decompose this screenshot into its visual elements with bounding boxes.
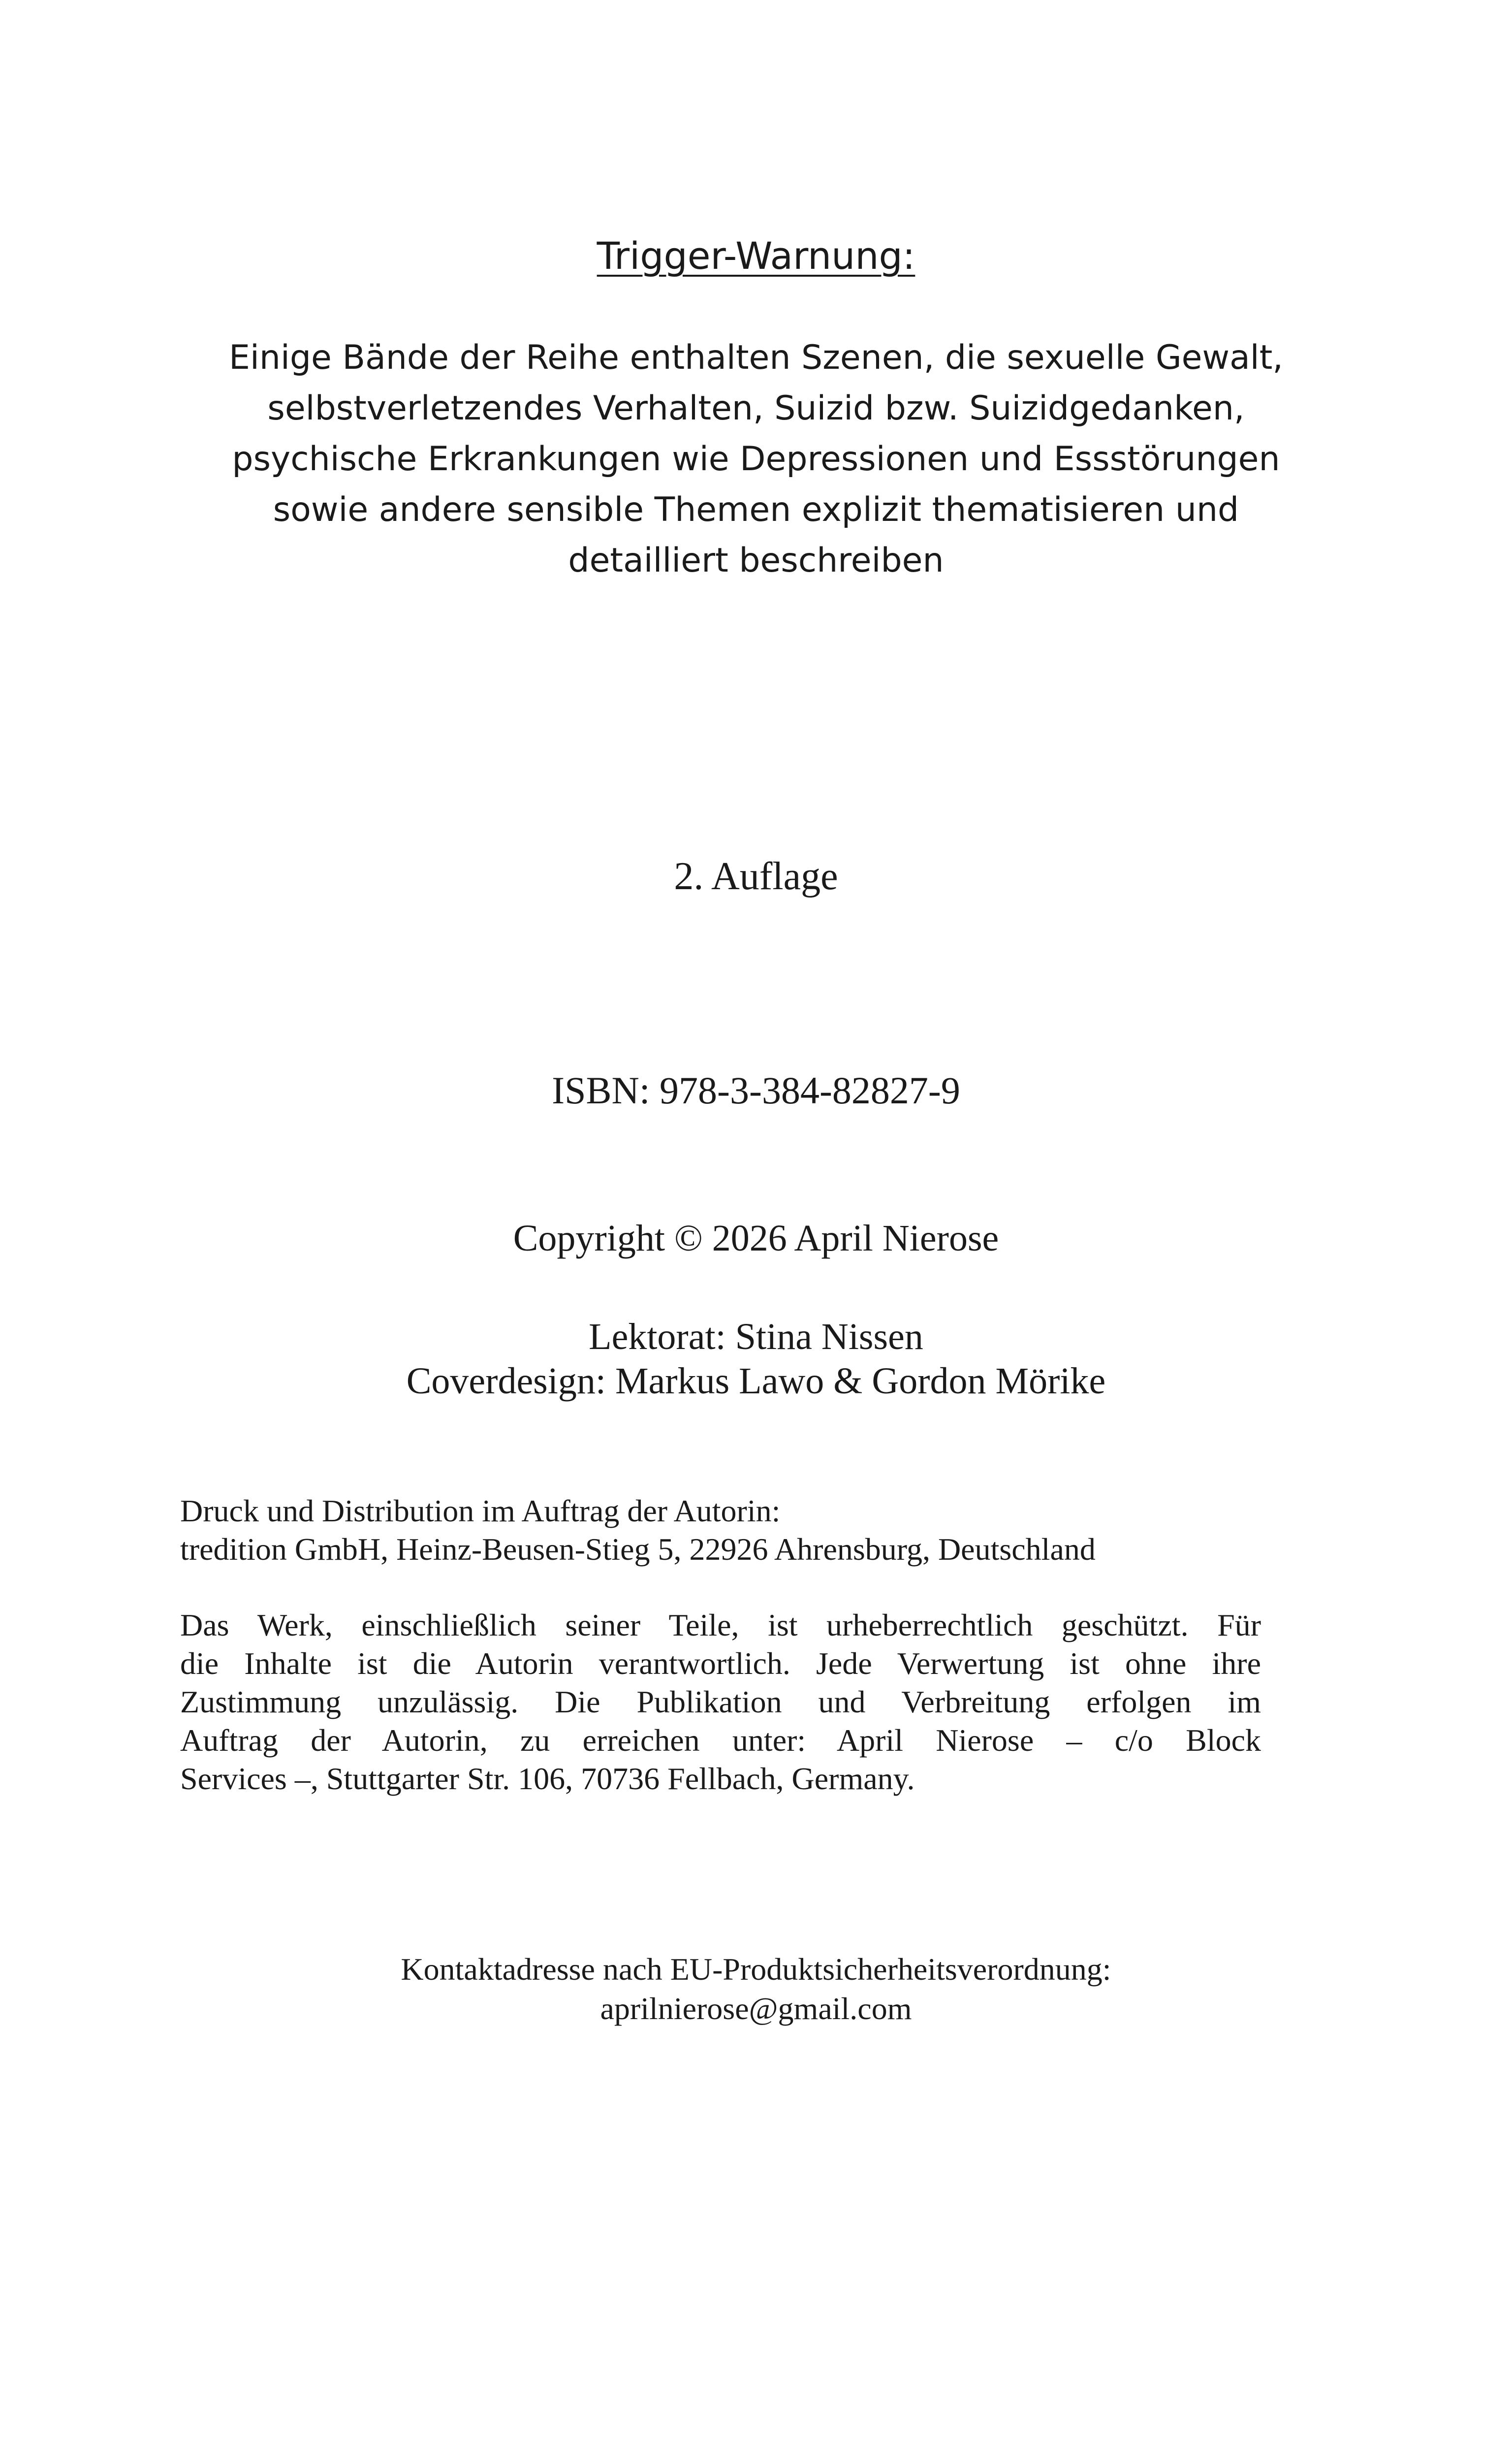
- edition-label: 2. Auflage: [674, 855, 838, 898]
- trigger-warning-text: [148, 332, 1364, 586]
- editing-credit: Lektorat: Stina Nissen: [589, 1316, 923, 1357]
- legal-notice-line: Auftrag der Autorin, zu erreichen unter: April Nierose – c/o Block: [180, 1723, 1261, 1758]
- trigger-warning-line: Einige Bände der Reihe enthalten Szenen, die sexuelle Gewalt,: [229, 338, 1283, 377]
- contact-email: aprilnierose@gmail.com: [600, 1991, 912, 2026]
- legal-notice: [180, 1606, 1261, 1798]
- contact-heading: Kontaktadresse nach EU-Produktsicherheitsverordnung:: [401, 1952, 1111, 1987]
- credits: [0, 1315, 1512, 1403]
- trigger-warning-line: psychische Erkrankungen wie Depressionen und Essstörungen: [232, 440, 1280, 479]
- trigger-warning-line: sowie andere sensible Themen explizit thematisieren und: [273, 490, 1239, 529]
- legal-notice-line: Services –, Stuttgarter Str. 106, 70736 Fellbach, Germany.: [180, 1761, 915, 1796]
- printing-info: [180, 1492, 1261, 1569]
- copyright-notice: Copyright © 2026 April Nierose: [513, 1218, 999, 1259]
- trigger-warning-line: selbstverletzendes Verhalten, Suizid bzw. Suizidgedanken,: [267, 389, 1245, 428]
- legal-notice-line: Zustimmung unzulässig. Die Publikation und Verbreitung erfolgen im: [180, 1684, 1261, 1719]
- isbn-label: ISBN: 978-3-384-82827-9: [552, 1069, 960, 1112]
- trigger-warning-title: Trigger-Warnung:: [597, 234, 915, 278]
- cover-design-credit: Coverdesign: Markus Lawo & Gordon Mörike: [406, 1360, 1106, 1402]
- printing-heading: Druck und Distribution im Auftrag der Autorin:: [180, 1493, 781, 1528]
- trigger-warning-line: detailliert beschreiben: [568, 541, 944, 580]
- legal-notice-line: die Inhalte ist die Autorin verantwortlich. Jede Verwertung ist ohne ihre: [180, 1646, 1261, 1681]
- printing-address: tredition GmbH, Heinz-Beusen-Stieg 5, 22926 Ahrensburg, Deutschland: [180, 1532, 1096, 1567]
- contact-info: [0, 1950, 1512, 2028]
- legal-notice-line: Das Werk, einschließlich seiner Teile, ist urheberrechtlich geschützt. Für: [180, 1607, 1261, 1642]
